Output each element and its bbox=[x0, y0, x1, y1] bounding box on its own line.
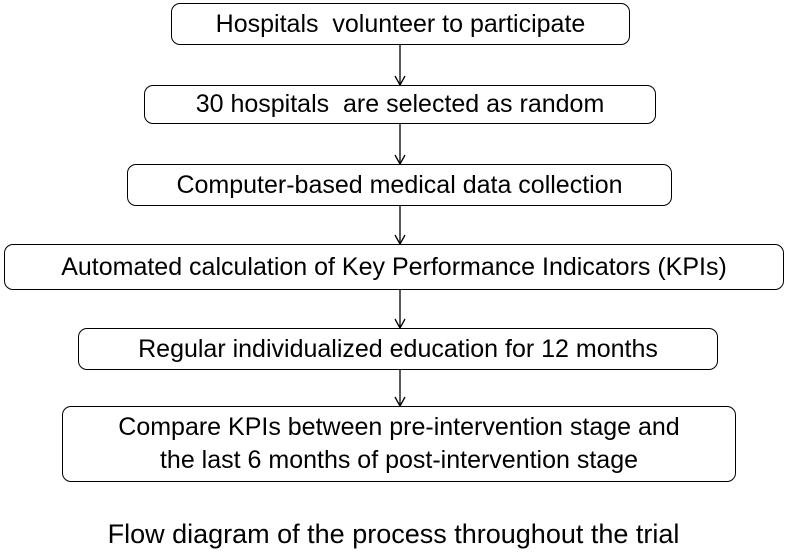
step-text-compare-kpis-line-2: the last 6 months of post-intervention stage bbox=[159, 446, 639, 474]
step-text-hospitals-volunteer: Hospitals volunteer to participate bbox=[215, 9, 586, 38]
step-text-kpi-calculation: Automated calculation of Key Performance Indicators (KPIs) bbox=[61, 252, 727, 281]
step-text-education: Regular individualized education for 12 months bbox=[138, 334, 658, 363]
connector-arrowhead-5 bbox=[395, 397, 405, 406]
step-text-hospitals-selected: 30 hospitals are selected as random bbox=[195, 90, 605, 118]
figure-caption: Flow diagram of the process throughout the trial bbox=[107, 519, 680, 549]
step-box-compare-kpis bbox=[62, 406, 736, 482]
step-box-data-collection bbox=[127, 164, 672, 206]
step-box-kpi-calculation bbox=[4, 244, 784, 290]
step-box-education bbox=[78, 328, 718, 370]
step-box-hospitals-selected bbox=[144, 85, 656, 124]
connector-arrowhead-3 bbox=[395, 235, 405, 244]
step-text-compare-kpis-line-1: Compare KPIs between pre-intervention stage and bbox=[118, 413, 680, 441]
connector-arrowhead-1 bbox=[395, 76, 405, 85]
step-text-data-collection: Computer-based medical data collection bbox=[176, 170, 623, 199]
step-box-hospitals-volunteer bbox=[171, 3, 630, 45]
connector-arrowhead-2 bbox=[395, 155, 405, 164]
connector-arrowhead-4 bbox=[395, 319, 405, 328]
